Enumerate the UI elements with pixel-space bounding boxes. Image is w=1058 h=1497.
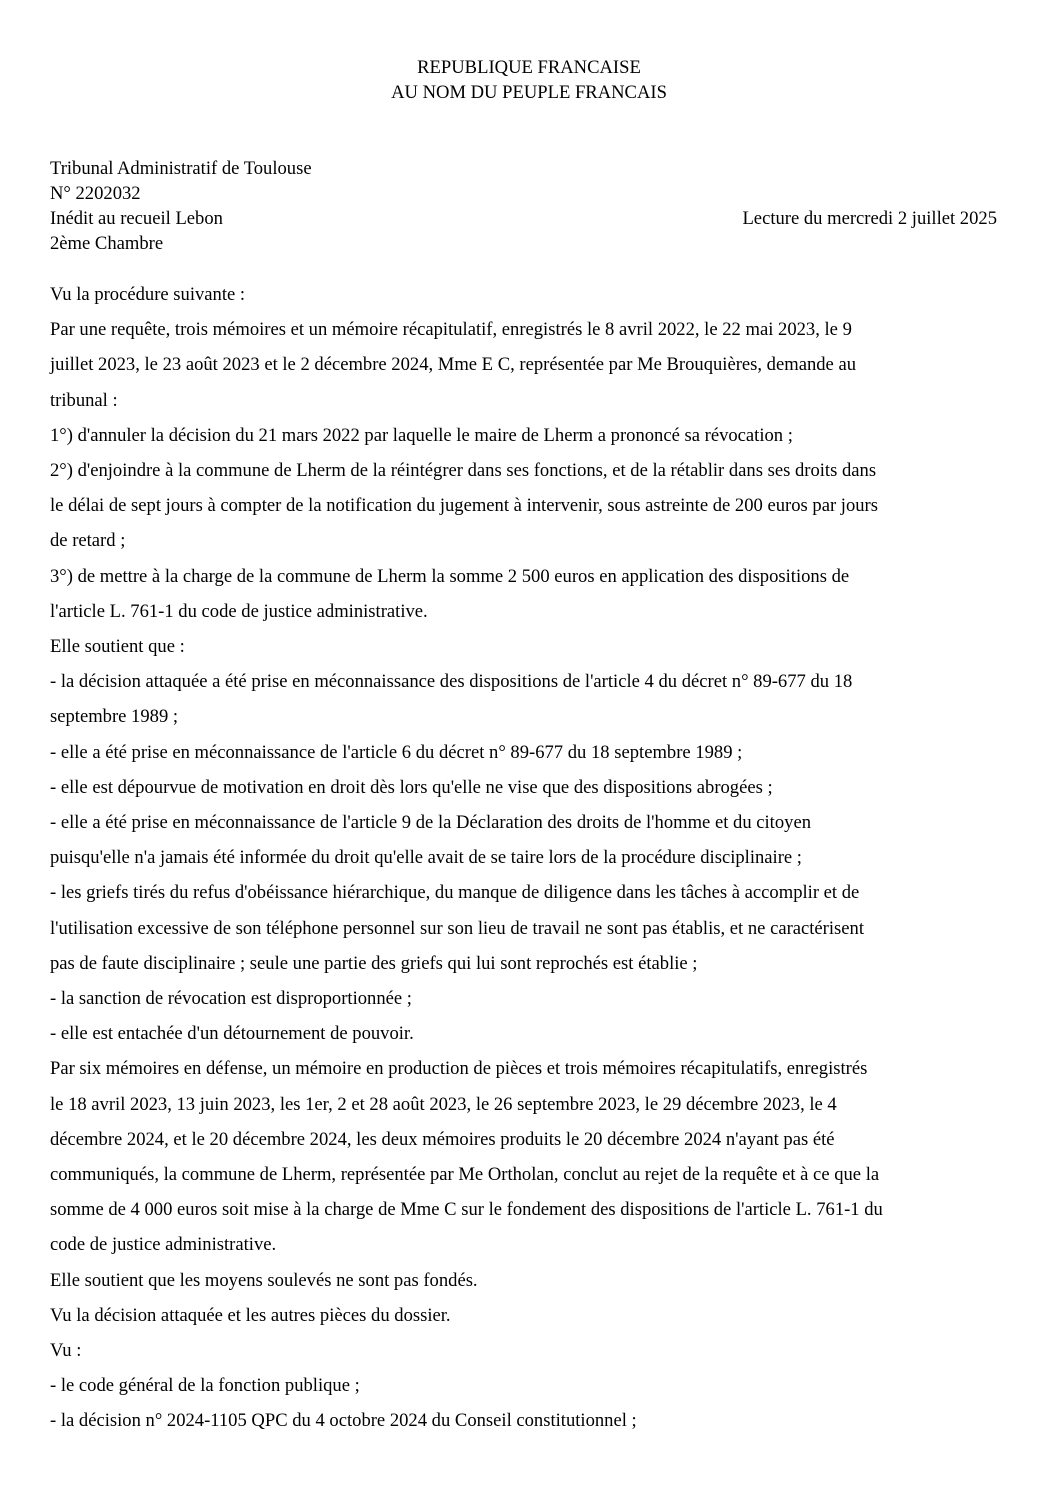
publication-status: Inédit au recueil Lebon [50, 208, 223, 229]
body-line: communiqués, la commune de Lherm, représentée par Me Ortholan, conclut au rejet de la requête et à ce que la [50, 1164, 880, 1185]
reading-date: Lecture du mercredi 2 juillet 2025 [742, 208, 997, 229]
body-line: puisqu'elle n'a jamais été informée du droit qu'elle avait de se taire lors de la procédure disciplinaire ; [50, 847, 802, 868]
body-line: - la décision attaquée a été prise en méconnaissance des dispositions de l'article 4 du décret n° 89-677 du 18 [50, 671, 853, 692]
body-line: l'article L. 761-1 du code de justice administrative. [50, 601, 428, 622]
body-line: Par six mémoires en défense, un mémoire en production de pièces et trois mémoires récapitulatifs, enregistrés [50, 1058, 868, 1079]
body-line: - elle a été prise en méconnaissance de l'article 9 de la Déclaration des droits de l'homme et du citoyen [50, 812, 811, 833]
body-line: - le code général de la fonction publique ; [50, 1375, 360, 1396]
body-line: - elle est entachée d'un détournement de pouvoir. [50, 1023, 414, 1044]
body-line: septembre 1989 ; [50, 706, 179, 727]
body-line: - elle est dépourvue de motivation en droit dès lors qu'elle ne vise que des dispositions abrogées ; [50, 777, 773, 798]
body-line: Vu la décision attaquée et les autres pièces du dossier. [50, 1305, 451, 1326]
body-line: le 18 avril 2023, 13 juin 2023, les 1er, 2 et 28 août 2023, le 26 septembre 2023, le 29 décembre 2023, le 4 [50, 1094, 837, 1115]
court-name: Tribunal Administratif de Toulouse [50, 158, 312, 179]
body-line: - les griefs tirés du refus d'obéissance hiérarchique, du manque de diligence dans les tâches à accomplir et de [50, 882, 860, 903]
body-line: tribunal : [50, 390, 118, 411]
body-line: Vu la procédure suivante : [50, 284, 246, 305]
body-line: de retard ; [50, 530, 126, 551]
case-number: N° 2202032 [50, 183, 141, 204]
body-line: juillet 2023, le 23 août 2023 et le 2 décembre 2024, Mme E C, représentée par Me Brouquières, demande au [50, 354, 856, 375]
header-people: AU NOM DU PEUPLE FRANCAIS [391, 82, 667, 103]
header-republic: REPUBLIQUE FRANCAISE [417, 57, 641, 78]
body-line: code de justice administrative. [50, 1234, 277, 1255]
body-line: somme de 4 000 euros soit mise à la charge de Mme C sur le fondement des dispositions de l'article L. 761-1 du [50, 1199, 883, 1220]
body-line: Par une requête, trois mémoires et un mémoire récapitulatif, enregistrés le 8 avril 2022, le 22 mai 2023, le 9 [50, 319, 852, 340]
body-line: Vu : [50, 1340, 82, 1361]
body-line: Elle soutient que les moyens soulevés ne sont pas fondés. [50, 1270, 478, 1291]
body-line: 3°) de mettre à la charge de la commune de Lherm la somme 2 500 euros en application des dispositions de [50, 566, 850, 587]
body-line: Elle soutient que : [50, 636, 185, 657]
chamber: 2ème Chambre [50, 233, 164, 254]
body-line: l'utilisation excessive de son téléphone personnel sur son lieu de travail ne sont pas établis, et ne caractérisent [50, 918, 864, 939]
body-line: - la décision n° 2024-1105 QPC du 4 octobre 2024 du Conseil constitutionnel ; [50, 1410, 637, 1431]
body-line: pas de faute disciplinaire ; seule une partie des griefs qui lui sont reprochés est établie ; [50, 953, 698, 974]
body-line: le délai de sept jours à compter de la notification du jugement à intervenir, sous astreinte de 200 euros par jours [50, 495, 878, 516]
body-line: - elle a été prise en méconnaissance de l'article 6 du décret n° 89-677 du 18 septembre 1989 ; [50, 742, 743, 763]
body-line: 1°) d'annuler la décision du 21 mars 2022 par laquelle le maire de Lherm a prononcé sa révocation ; [50, 425, 793, 446]
body-line: décembre 2024, et le 20 décembre 2024, les deux mémoires produits le 20 décembre 2024 n'ayant pas été [50, 1129, 835, 1150]
body-line: 2°) d'enjoindre à la commune de Lherm de la réintégrer dans ses fonctions, et de la rétablir dans ses droits dans [50, 460, 877, 481]
body-line: - la sanction de révocation est disproportionnée ; [50, 988, 412, 1009]
